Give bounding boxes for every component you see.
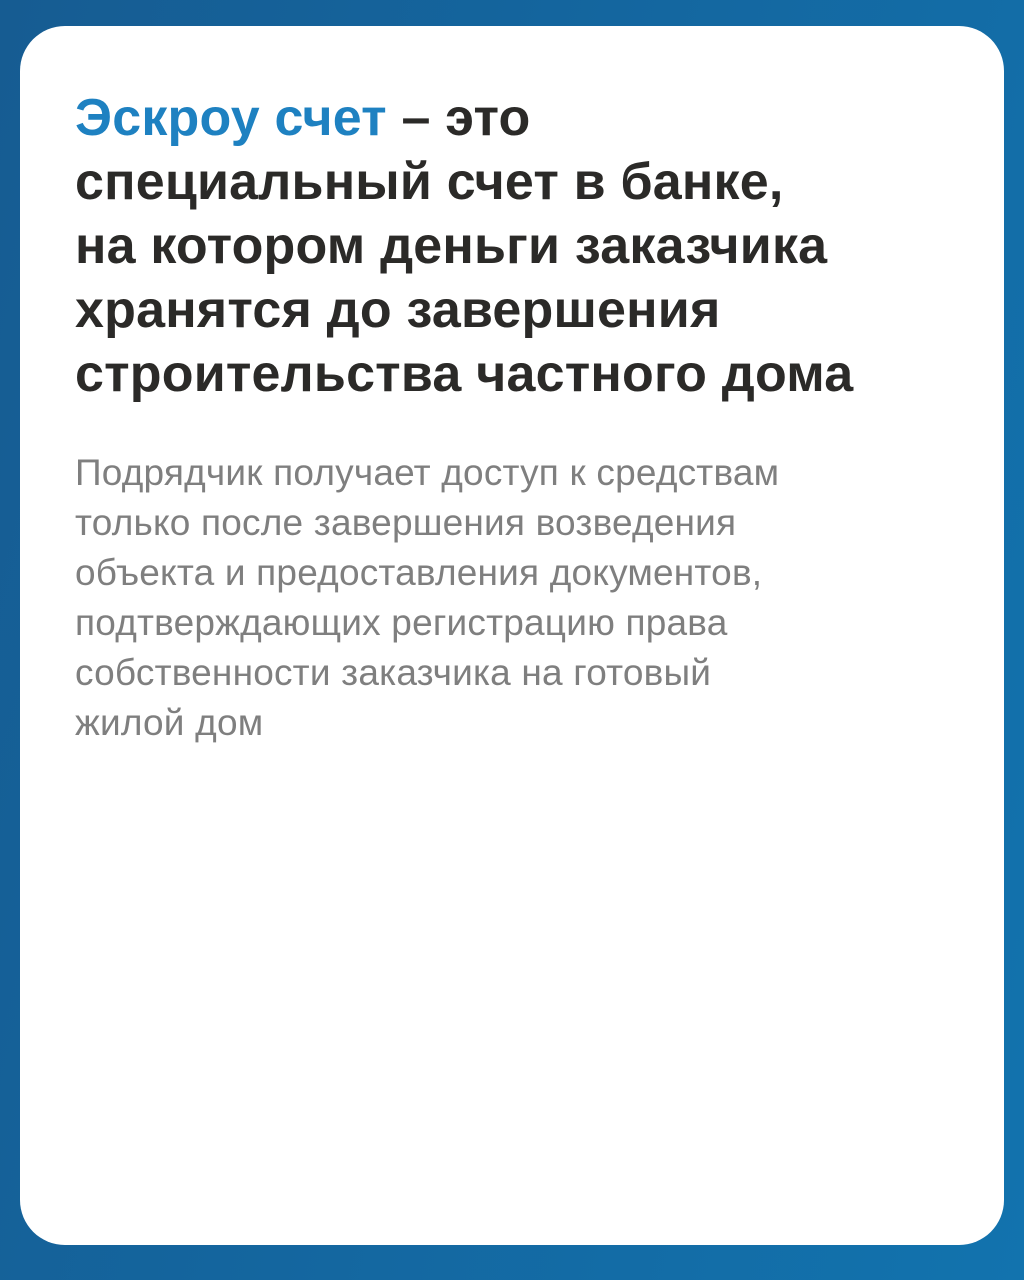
body-line: только после завершения возведения	[75, 502, 737, 543]
title-after-highlight: – это	[386, 89, 531, 147]
title-line: строительства частного дома	[75, 345, 854, 403]
title-line: хранятся до завершения	[75, 281, 721, 339]
title-highlight: Эскроу счет	[75, 89, 387, 147]
page-title	[75, 86, 949, 406]
title-line: на котором деньги заказчика	[75, 217, 828, 275]
body-paragraph	[75, 448, 949, 748]
body-line: объекта и предоставления документов,	[75, 552, 763, 593]
body-line: Подрядчик получает доступ к средствам	[75, 452, 780, 493]
body-line: собственности заказчика на готовый	[75, 652, 712, 693]
body-line: жилой дом	[75, 702, 264, 743]
title-line	[75, 86, 949, 150]
info-card	[20, 26, 1004, 1245]
title-line: специальный счет в банке,	[75, 153, 784, 211]
body-line: подтверждающих регистрацию права	[75, 602, 728, 643]
